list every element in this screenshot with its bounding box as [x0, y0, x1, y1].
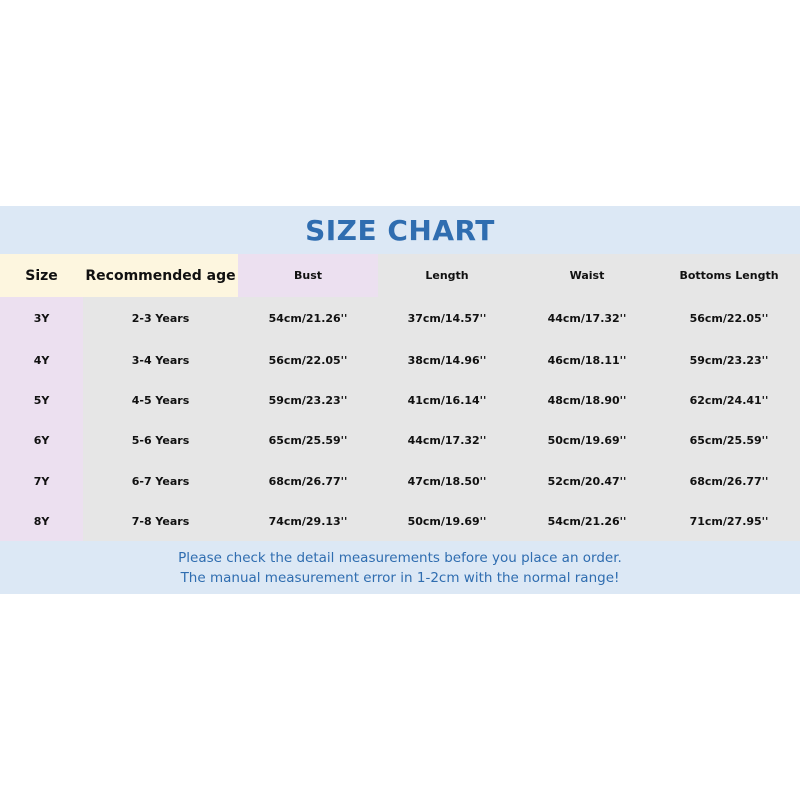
length-cell: 37cm/14.57''	[378, 297, 516, 340]
age-cell: 4-5 Years	[83, 380, 238, 420]
bust-cell: 68cm/26.77''	[238, 461, 378, 501]
size-table	[0, 254, 800, 541]
size-cell: 5Y	[0, 380, 83, 420]
size-chart-title: SIZE CHART	[305, 213, 495, 247]
age-cell: 6-7 Years	[83, 461, 238, 501]
column-header-recommended-age: Recommended age	[83, 254, 238, 297]
bust-cell: 74cm/29.13''	[238, 501, 378, 541]
size-chart	[0, 206, 800, 594]
table-row	[0, 421, 800, 461]
waist-cell: 52cm/20.47''	[516, 461, 658, 501]
age-cell: 2-3 Years	[83, 297, 238, 340]
table-row	[0, 461, 800, 501]
bust-cell: 54cm/21.26''	[238, 297, 378, 340]
length-cell: 41cm/16.14''	[378, 380, 516, 420]
bottoms-length-cell: 62cm/24.41''	[658, 380, 800, 420]
column-header-waist: Waist	[516, 254, 658, 297]
length-cell: 50cm/19.69''	[378, 501, 516, 541]
size-cell: 3Y	[0, 297, 83, 340]
waist-cell: 50cm/19.69''	[516, 421, 658, 461]
age-cell: 5-6 Years	[83, 421, 238, 461]
waist-cell: 46cm/18.11''	[516, 340, 658, 380]
bottoms-length-cell: 68cm/26.77''	[658, 461, 800, 501]
column-header-bust: Bust	[238, 254, 378, 297]
size-cell: 6Y	[0, 421, 83, 461]
measurement-notes	[0, 541, 800, 594]
waist-cell: 44cm/17.32''	[516, 297, 658, 340]
bust-cell: 56cm/22.05''	[238, 340, 378, 380]
column-header-length: Length	[378, 254, 516, 297]
bottoms-length-cell: 65cm/25.59''	[658, 421, 800, 461]
table-row	[0, 380, 800, 420]
bottoms-length-cell: 71cm/27.95''	[658, 501, 800, 541]
size-cell: 4Y	[0, 340, 83, 380]
table-row	[0, 297, 800, 340]
length-cell: 38cm/14.96''	[378, 340, 516, 380]
size-cell: 7Y	[0, 461, 83, 501]
note-measurement-error: The manual measurement error in 1-2cm with the normal range!	[180, 569, 620, 586]
waist-cell: 48cm/18.90''	[516, 380, 658, 420]
column-header-size: Size	[0, 254, 83, 297]
bust-cell: 65cm/25.59''	[238, 421, 378, 461]
title-bar	[0, 206, 800, 254]
age-cell: 3-4 Years	[83, 340, 238, 380]
size-cell: 8Y	[0, 501, 83, 541]
bust-cell: 59cm/23.23''	[238, 380, 378, 420]
column-header-bottoms-length: Bottoms Length	[658, 254, 800, 297]
table-header-row	[0, 254, 800, 297]
table-row	[0, 501, 800, 541]
waist-cell: 54cm/21.26''	[516, 501, 658, 541]
note-check-measurements: Please check the detail measurements before you place an order.	[178, 549, 622, 566]
bottoms-length-cell: 59cm/23.23''	[658, 340, 800, 380]
table-row	[0, 340, 800, 380]
length-cell: 47cm/18.50''	[378, 461, 516, 501]
length-cell: 44cm/17.32''	[378, 421, 516, 461]
bottoms-length-cell: 56cm/22.05''	[658, 297, 800, 340]
age-cell: 7-8 Years	[83, 501, 238, 541]
